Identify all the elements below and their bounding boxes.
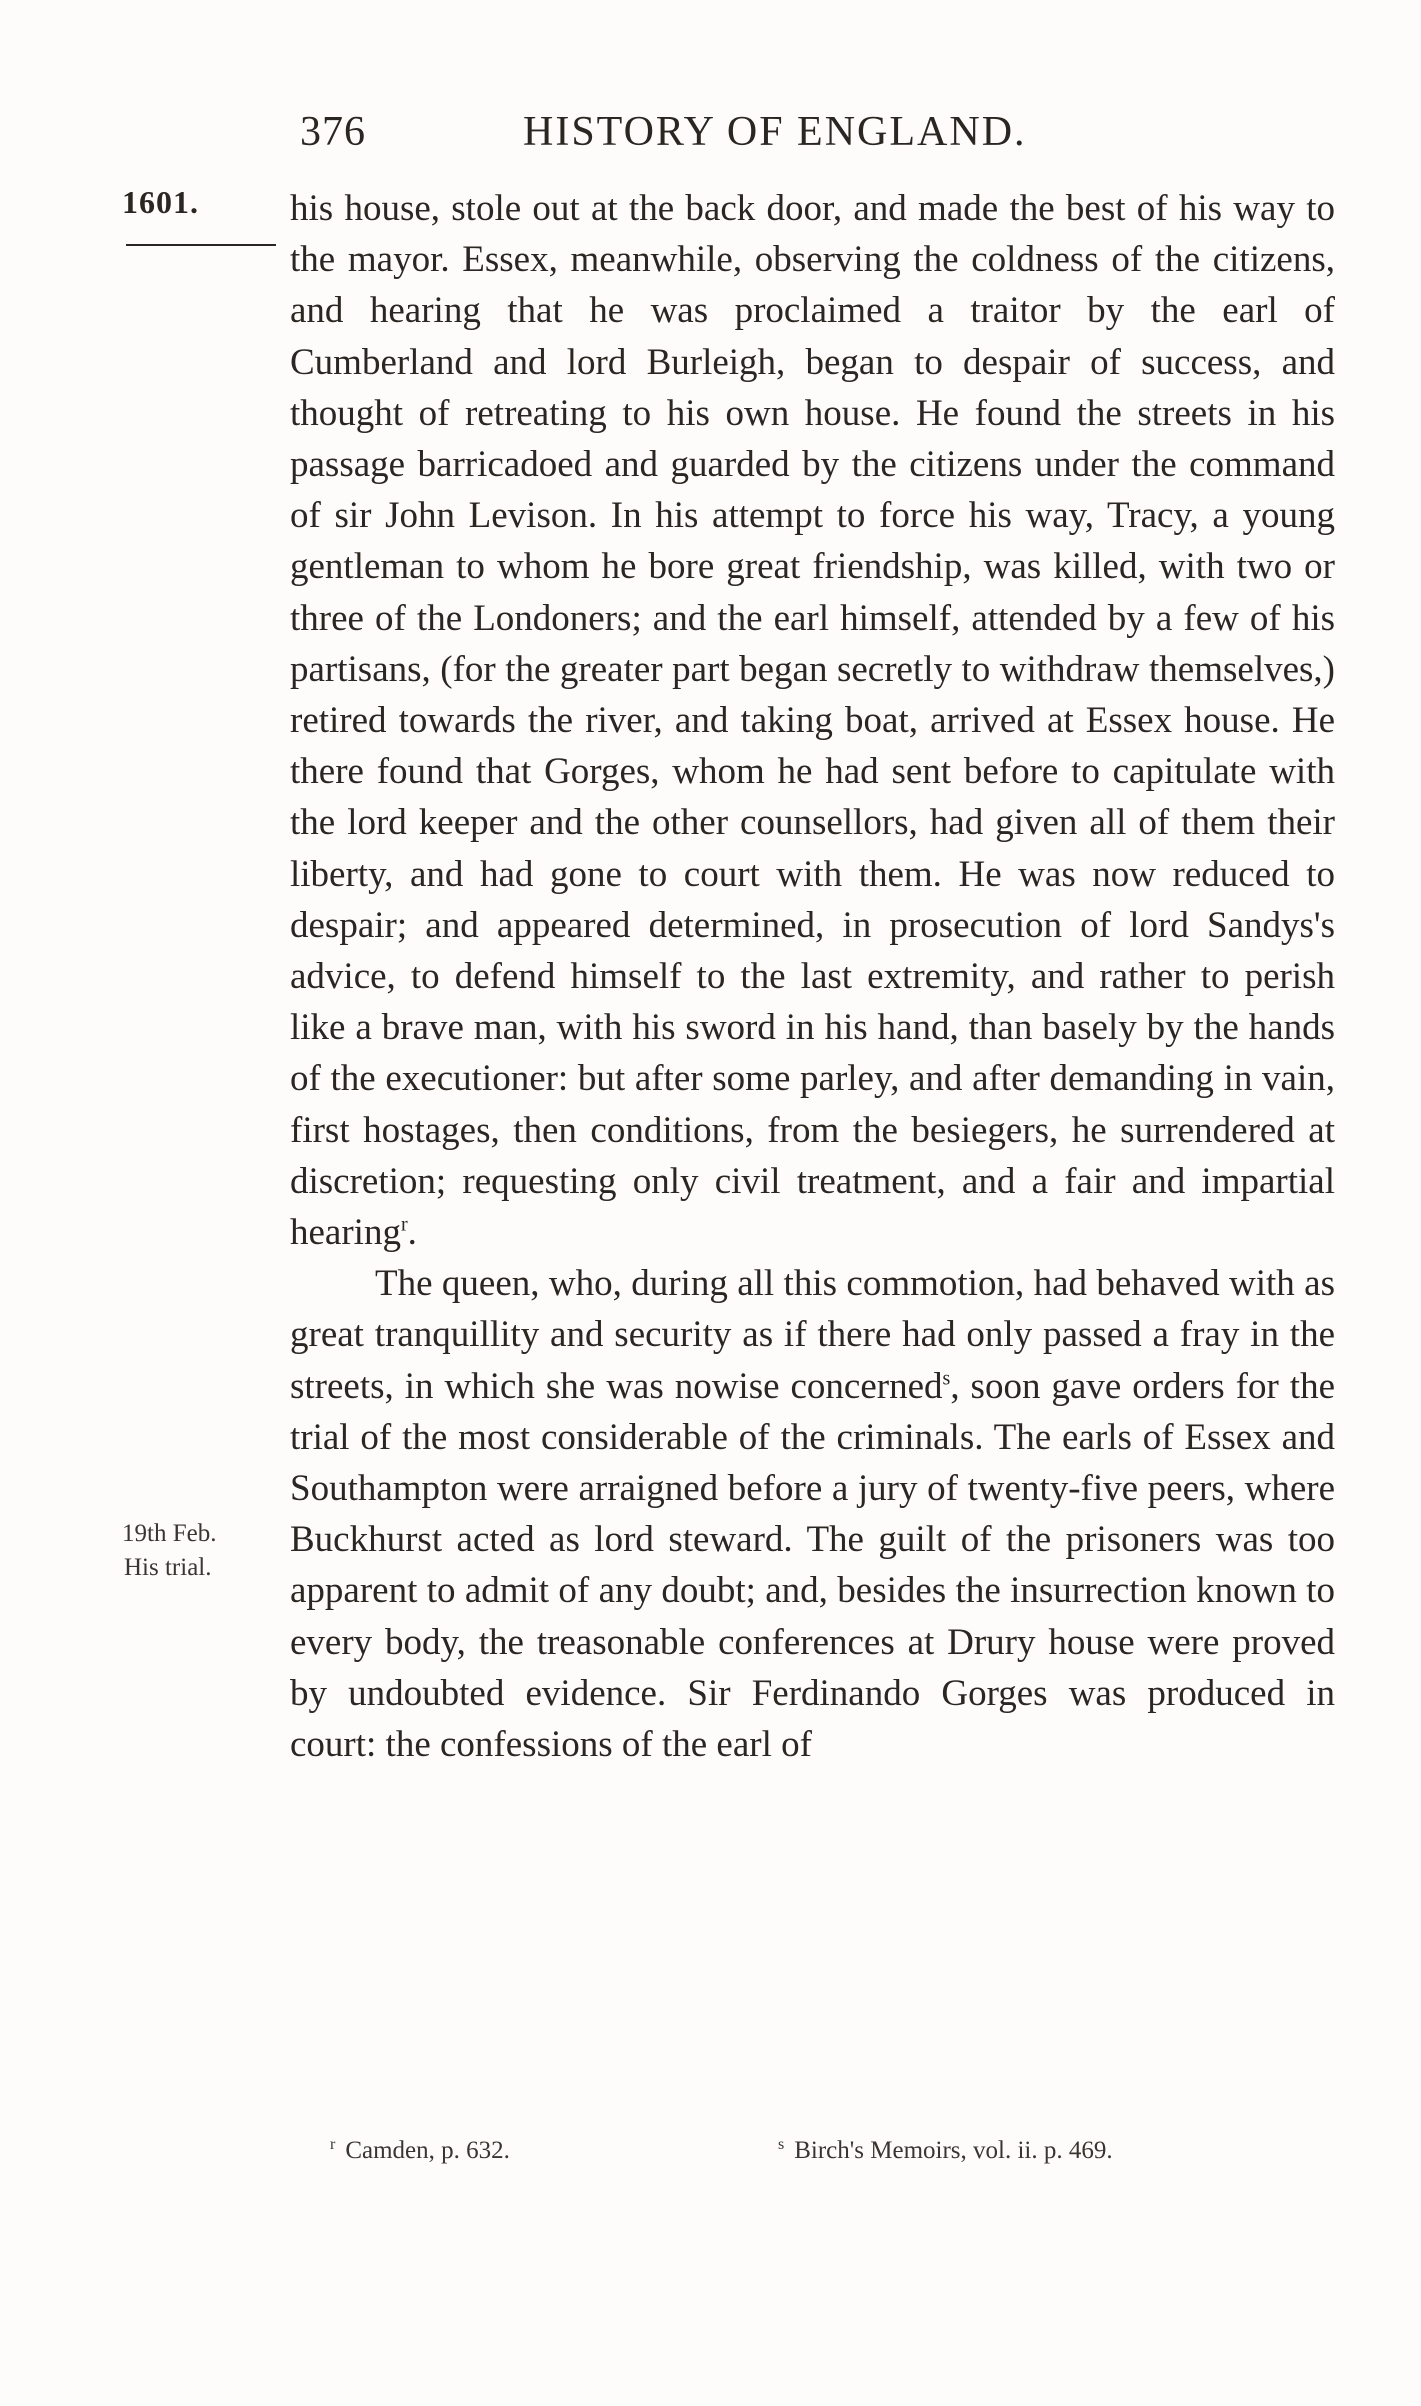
paragraph-2: [290, 1258, 1335, 1770]
page-number: 376: [300, 109, 366, 155]
footnote-s: [778, 2137, 1113, 2165]
footnote-r: [330, 2137, 510, 2165]
footnote-s-mark: s: [778, 2135, 785, 2153]
paragraph-1-end: .: [407, 1212, 417, 1254]
running-title: HISTORY OF ENGLAND.: [523, 109, 1027, 155]
margin-year: 1601.: [122, 184, 199, 220]
footnote-r-mark: r: [330, 2135, 336, 2153]
paragraph-1: [290, 183, 1335, 1258]
paragraph-2-text-b: , soon gave orders for the trial of the most considerable of the criminals. The earls of Essex and Southampton were arraigned before a jury of twenty-five peers, where Buckhurst acted as lord steward. The guilt of the prisoners was too apparent to admit of any doubt; and, besides the insurrection known to every body, the treasonable conferences at Drury house were proved by undoubted evidence. Sir Ferdinando Gorges was produced in court: the confessions of the earl of: [290, 1365, 1336, 1766]
margin-note-trial: His trial.: [124, 1554, 212, 1581]
margin-note-date: 19th Feb.: [122, 1520, 217, 1547]
footnote-ref-s[interactable]: s: [942, 1367, 951, 1390]
body-text: [290, 183, 1335, 1770]
footnote-s-text: Birch's Memoirs, vol. ii. p. 469.: [794, 2137, 1113, 2164]
paragraph-1-text: his house, stole out at the back door, and made the best of his way to the mayor. Essex, meanwhile, observing the coldness of the citizens, and hearing that he was proclaimed a traitor by the earl of Cumberland and lord Burleigh, began to despair of success, and thought of retreating to his own house. He found the streets in his passage barricadoed and guarded by the citizens under the command of sir John Levison. In his attempt to force his way, Tracy, a young gentleman to whom he bore great friendship, was killed, with two or three of the Londoners; and the earl himself, attended by a few of his partisans, (for the greater part began secretly to withdraw themselves,) retired towards the river, and taking boat, arrived at Essex house. He there found that Gorges, whom he had sent before to capitulate with the lord keeper and the other counsellors, had given all of them their liberty, and had gone to court with them. He was now reduced to despair; and appeared determined, in prosecution of lord Sandys's advice, to defend himself to the last extremity, and rather to perish like a brave man, with his sword in his hand, than basely by the hands of the executioner: but after some parley, and after demanding in vain, first hostages, then conditions, from the besiegers, he surrendered at discretion; requesting only civil treatment, and a fair and impartial hearing: [290, 188, 1335, 1254]
footnote-r-text: Camden, p. 632.: [345, 2137, 510, 2164]
footnotes: [288, 2137, 1333, 2187]
footnote-ref-r[interactable]: r: [400, 1213, 408, 1236]
paragraph-2-text-a: The queen, who, during all this commotion, had behaved with as great tranquillity and security as if there had only passed a fray in the streets, in which she was nowise concerned: [290, 1263, 1335, 1407]
margin-rule: [126, 244, 276, 246]
page-header: [288, 108, 1328, 168]
